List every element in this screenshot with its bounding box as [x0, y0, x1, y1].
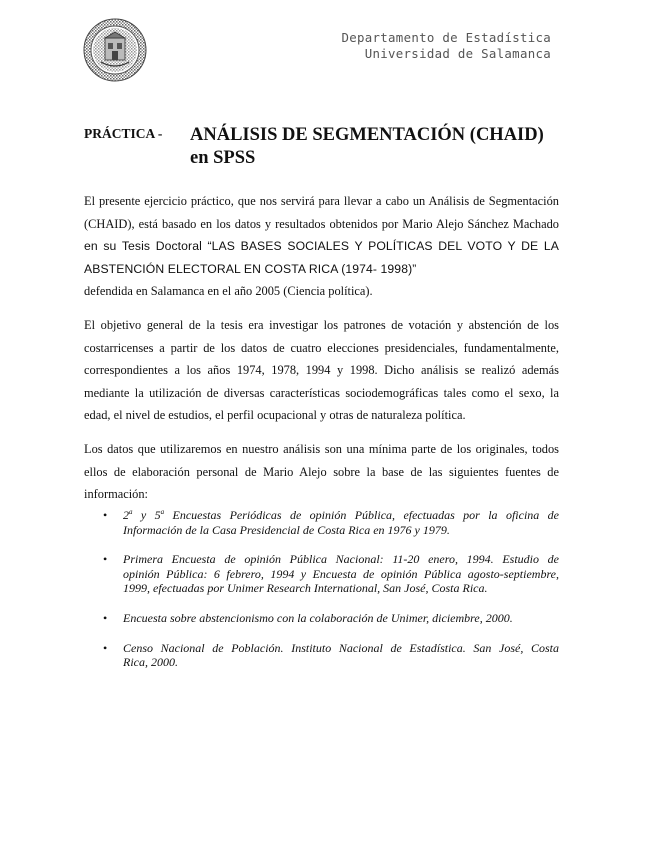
- university-name: Universidad de Salamanca: [364, 46, 551, 61]
- bullet-icon: •: [103, 610, 108, 625]
- objective-paragraph: [84, 314, 559, 427]
- ordinal: 2: [123, 508, 129, 522]
- text-line: correspondientes a los años 1974, 1978, 1994 y 1998. Dicho análisis se realizó además: [84, 363, 559, 378]
- text-line: opinión Pública: 6 febrero, 1994 y Encuesta de opinión Pública agosto-septiembre,: [123, 566, 559, 581]
- intro-paragraph: [84, 190, 559, 303]
- ordinal-suffix: a: [160, 508, 165, 516]
- list-item: [84, 552, 559, 596]
- text-line: El presente ejercicio práctico, que nos servirá para llevar a cabo un Análisis de Segmentación: [84, 194, 559, 208]
- bullet-icon: •: [103, 552, 108, 567]
- text-line: Encuesta sobre abstencionismo con la colaboración de Unimer, diciembre, 2000.: [123, 610, 513, 625]
- bullet-icon: •: [103, 508, 108, 522]
- institution-header: [341, 30, 551, 62]
- list-item: [84, 641, 559, 670]
- text-line: costarricenses a partir de los datos de cuatro elecciones presidenciales, fundamentalmente,: [84, 340, 559, 355]
- list-item: [84, 611, 559, 626]
- text-line: en su Tesis Doctoral “LAS BASES SOCIALES Y POLÍTICAS DEL VOTO Y DE LA: [84, 239, 559, 254]
- text-line: Los datos que utilizaremos en nuestro análisis son una mínima parte de los originales, todos: [84, 442, 559, 456]
- list-item: [84, 508, 559, 537]
- text-line: ABSTENCIÓN ELECTORAL EN COSTA RICA (1974- 1998)”: [84, 261, 417, 276]
- text-line: edad, el nivel de estudios, el perfil ocupacional y otras de naturaleza política.: [84, 408, 466, 423]
- text-line: Censo Nacional de Población. Instituto Nacional de Estadística. San José, Costa: [123, 640, 559, 655]
- text-line: [123, 508, 559, 523]
- university-seal-icon: [83, 18, 147, 82]
- text-line: (CHAID), está basado en los datos y resultados obtenidos por Mario Alejo Sánchez Machado: [84, 216, 559, 231]
- title-line-1: ANÁLISIS DE SEGMENTACIÓN (CHAID): [190, 125, 544, 145]
- text-line: Información de la Casa Presidencial de Costa Rica en 1976 y 1979.: [123, 522, 450, 537]
- text-line: El objetivo general de la tesis era investigar los patrones de votación y abstención de los: [84, 318, 559, 332]
- sources-list: [84, 508, 559, 685]
- text-line: ellos de elaboración personal de Mario Alejo sobre la base de las siguientes fuentes de: [84, 464, 559, 479]
- data-sources-paragraph: [84, 438, 559, 506]
- department-name: Departamento de Estadística: [341, 30, 551, 45]
- text-line: Rica, 2000.: [123, 655, 178, 670]
- text-line: defendida en Salamanca en el año 2005 (Ciencia política).: [84, 284, 373, 299]
- source-text: Encuestas Periódicas de opinión Pública, efectuadas por la oficina de: [164, 508, 559, 522]
- title-line-2: en SPSS: [190, 148, 256, 168]
- text-line: Primera Encuesta de opinión Pública Nacional: 11-20 enero, 1994. Estudio de: [123, 552, 559, 567]
- bullet-icon: •: [103, 640, 108, 655]
- conjunction: y: [132, 508, 155, 522]
- text-line: 1999, efectuadas por Unimer Research International, San José, Costa Rica.: [123, 581, 488, 596]
- ordinal-suffix: a: [129, 508, 133, 516]
- ordinal: 5: [154, 508, 161, 522]
- text-line: información:: [84, 487, 148, 502]
- page-title: [190, 124, 544, 170]
- text-line: mediante la utilización de diversas características sociodemográficas tales como el sexo, la: [84, 385, 559, 400]
- practice-label: PRÁCTICA -: [84, 126, 163, 141]
